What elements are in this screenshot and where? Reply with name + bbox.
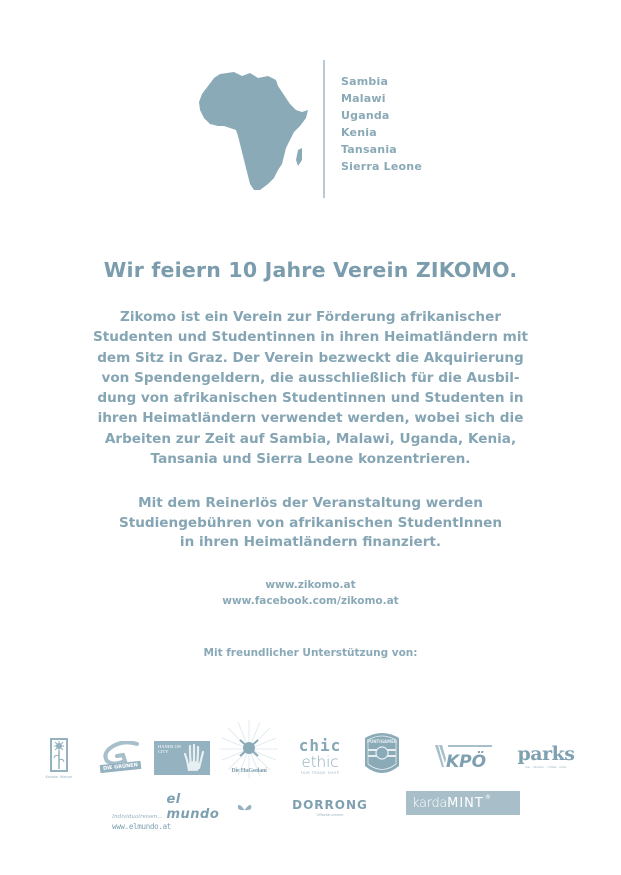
sponsor-text: MINT bbox=[447, 795, 484, 811]
sponsor-band: DIE GRÜNEN bbox=[99, 761, 141, 773]
sponsor-text: DORRONG bbox=[292, 797, 368, 812]
header-section bbox=[0, 0, 621, 220]
country-item: Kenia bbox=[341, 126, 377, 139]
paragraph-line: dung von afrikanischen Studentinnen und Studenten in bbox=[97, 390, 524, 407]
country-item: Sambia bbox=[341, 75, 389, 88]
paragraph-line: Mit dem Reinerlös der Veranstaltung werden bbox=[138, 495, 483, 511]
africa-map-icon bbox=[198, 70, 310, 192]
paragraph-line: von Spendengeldern, die ausschließlich für die Ausbil- bbox=[101, 369, 520, 386]
sponsor-logo-dorrong bbox=[285, 795, 375, 819]
paragraph-line: Studenten und Studentinnen in ihren Heimatländern mit bbox=[92, 329, 528, 346]
website-link[interactable]: www.zikomo.at bbox=[265, 579, 356, 591]
support-label: Mit freundlicher Unterstützung von: bbox=[203, 647, 418, 659]
paragraph-line: in ihren Heimatländern finanziert. bbox=[179, 534, 442, 550]
country-item: Sierra Leone bbox=[341, 160, 422, 173]
sponsor-caption: Die HuGsolani bbox=[231, 768, 267, 774]
sponsor-logo-kpo bbox=[434, 743, 496, 769]
sponsor-logo-hands-on-city bbox=[154, 741, 210, 775]
sponsor-text: ethic bbox=[301, 753, 339, 772]
proceeds-paragraph bbox=[60, 494, 561, 553]
paragraph-line: Zikomo ist ein Verein zur Förderung afrikanischer bbox=[119, 309, 502, 325]
sponsor-tagline: Individualreisen... bbox=[112, 814, 163, 820]
sponsor-text: karda bbox=[412, 795, 448, 811]
kpo-logo-icon bbox=[434, 743, 496, 769]
facebook-link[interactable]: www.facebook.com/zikomo.at bbox=[222, 595, 399, 607]
paragraph-line: dem Sitz in Graz. Der Verein bezweckt die Akquirierung bbox=[97, 349, 524, 366]
sponsor-logo-chic-ethic bbox=[293, 733, 347, 781]
sponsor-text: el mundo bbox=[166, 792, 220, 822]
paragraph-line: ihren Heimatländern verwendet werden, wobei sich die bbox=[97, 410, 524, 427]
country-item: Tansania bbox=[341, 143, 397, 156]
sponsor-caption: FAIR TRADE SHOP bbox=[300, 771, 340, 776]
sponsor-url: www.elmundo.at bbox=[112, 822, 172, 831]
sponsor-logo-kolade bbox=[46, 735, 72, 781]
sponsor-text: HANDS ON CITY bbox=[158, 744, 182, 754]
sponsor-logo-hugsolani bbox=[218, 715, 280, 777]
country-item: Malawi bbox=[341, 92, 386, 105]
registered-icon: ® bbox=[484, 794, 491, 801]
paragraph-line: Arbeiten zur Zeit auf Sambia, Malawi, Uganda, Kenia, bbox=[104, 430, 517, 447]
paragraph-line: Studiengebühren von afrikanischen StudentInnen bbox=[118, 514, 503, 531]
sponsor-logo-parks bbox=[518, 742, 574, 772]
sponsor-text: chic bbox=[298, 736, 342, 756]
svg-text:PUNTIGAMER: PUNTIGAMER bbox=[367, 739, 397, 744]
sponsor-caption: Offsetdruckerei bbox=[316, 812, 344, 817]
hand-print-icon bbox=[183, 744, 205, 772]
svg-text:KPÖ: KPÖ bbox=[446, 752, 487, 769]
sponsor-logo-kardamint bbox=[406, 791, 520, 815]
sponsor-logo-gruene bbox=[98, 734, 142, 778]
puntigamer-badge-icon bbox=[361, 730, 403, 778]
paragraph-line: Tansania und Sierra Leone konzentrieren. bbox=[150, 451, 471, 468]
links-section bbox=[0, 577, 621, 609]
flower-icon bbox=[50, 738, 68, 772]
country-list bbox=[341, 73, 422, 175]
sponsor-caption: Kolador Wasser bbox=[45, 774, 73, 779]
header-divider bbox=[323, 60, 325, 198]
sponsor-caption: bar · fashion · coffee · shop bbox=[525, 765, 567, 769]
sponsor-logo-puntigamer bbox=[361, 730, 403, 778]
country-item: Uganda bbox=[341, 109, 390, 122]
butterfly-icon bbox=[237, 802, 252, 816]
page-title: Wir feiern 10 Jahre Verein ZIKOMO. bbox=[103, 258, 518, 282]
description-paragraph bbox=[60, 307, 561, 469]
sponsor-text: parks bbox=[517, 743, 575, 765]
sponsor-logo-el-mundo bbox=[112, 792, 252, 831]
